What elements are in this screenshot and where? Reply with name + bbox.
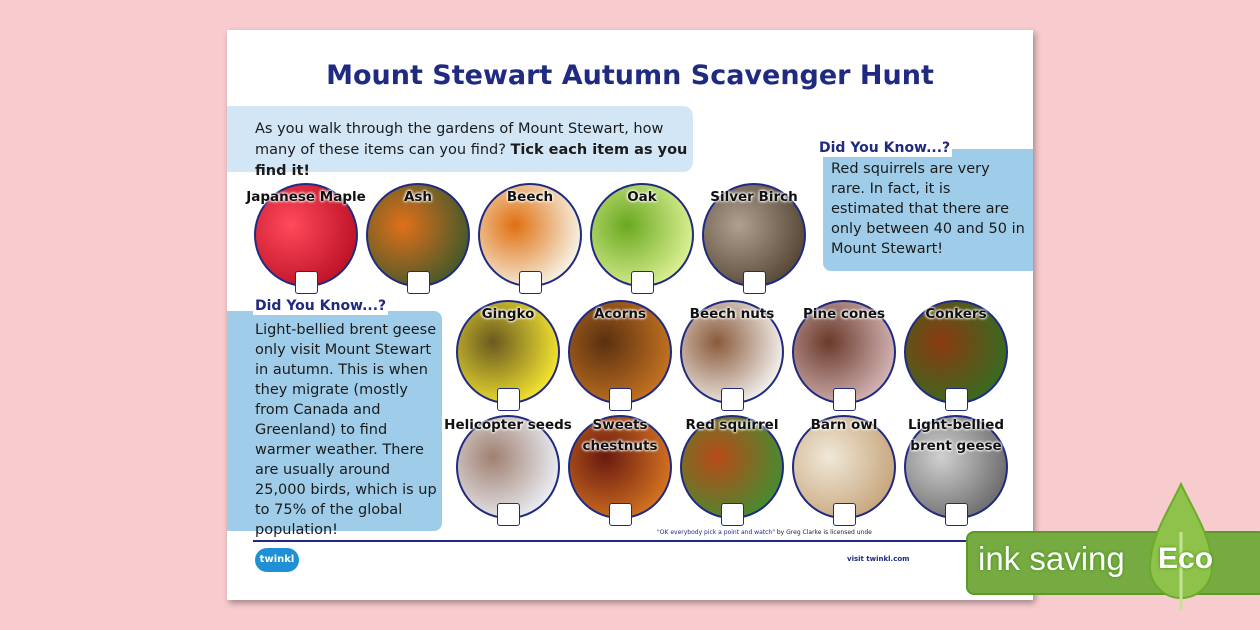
tick-checkbox[interactable] [631, 271, 654, 294]
scavenger-item [904, 415, 1008, 519]
credit-text: by Greg Clarke is licensed unde [774, 529, 872, 536]
dyk-left-heading: Did You Know...? [255, 298, 387, 314]
credit-link[interactable]: "OK everybody pick a point and watch" [657, 529, 775, 536]
scavenger-item [904, 300, 1008, 404]
tick-checkbox[interactable] [497, 388, 520, 411]
tick-checkbox[interactable] [833, 503, 856, 526]
twinkl-logo: twinkl [255, 548, 299, 572]
tick-checkbox[interactable] [295, 271, 318, 294]
item-label: Barn owl [810, 417, 878, 433]
item-label: Light-bellied brent geese [907, 417, 1005, 454]
tick-checkbox[interactable] [945, 388, 968, 411]
image-credit [657, 529, 872, 536]
item-label: Beech nuts [689, 306, 775, 322]
scavenger-item [444, 415, 572, 519]
intro-text: As you walk through the gardens of Mount Stewart, how many of these items can you find? [255, 121, 664, 158]
intro-instruction: Tick each item as you find it! [255, 142, 688, 179]
tick-checkbox[interactable] [721, 503, 744, 526]
dyk-right-text: Red squirrels are very rare. In fact, it is estimated that there are only between 40 and 50 in Mount Stewart! [823, 149, 1033, 271]
item-label: Pine cones [802, 306, 886, 322]
tick-checkbox[interactable] [721, 388, 744, 411]
tick-checkbox[interactable] [609, 388, 632, 411]
item-label: Ash [403, 189, 433, 205]
dyk-right-heading: Did You Know...? [819, 140, 951, 156]
item-label: Acorns [593, 306, 647, 322]
page-title: Mount Stewart Autumn Scavenger Hunt [326, 60, 934, 91]
tick-checkbox[interactable] [407, 271, 430, 294]
item-label: Helicopter seeds [444, 417, 572, 433]
item-label: Silver Birch [710, 189, 798, 205]
item-label: Oak [627, 189, 657, 205]
eco-badge: Eco [1158, 542, 1214, 575]
intro-box [227, 106, 693, 179]
item-label: Conkers [925, 306, 987, 322]
tick-checkbox[interactable] [609, 503, 632, 526]
footer-divider [253, 540, 1013, 542]
worksheet [227, 30, 1033, 600]
ink-saving-label: ink saving [978, 540, 1125, 577]
tick-checkbox[interactable] [743, 271, 766, 294]
scavenger-item [702, 183, 806, 287]
visit-link[interactable]: visit twinkl.com [847, 555, 910, 563]
item-label: Beech [506, 189, 554, 205]
dyk-left-text: Light-bellied brent geese only visit Mount Stewart in autumn. This is when they migrate (mostly from Canada and Greenland) to find warmer weather. There are usually around 25,000 birds, which is up to 75% of the global population! [227, 311, 442, 531]
item-label: Japanese Maple [246, 189, 366, 205]
tick-checkbox[interactable] [833, 388, 856, 411]
item-label: Sweets chestnuts [582, 417, 658, 454]
tick-checkbox[interactable] [497, 503, 520, 526]
tick-checkbox[interactable] [945, 503, 968, 526]
item-label: Gingko [481, 306, 535, 322]
scavenger-item [792, 415, 896, 519]
tick-checkbox[interactable] [519, 271, 542, 294]
item-label: Red squirrel [685, 417, 779, 433]
